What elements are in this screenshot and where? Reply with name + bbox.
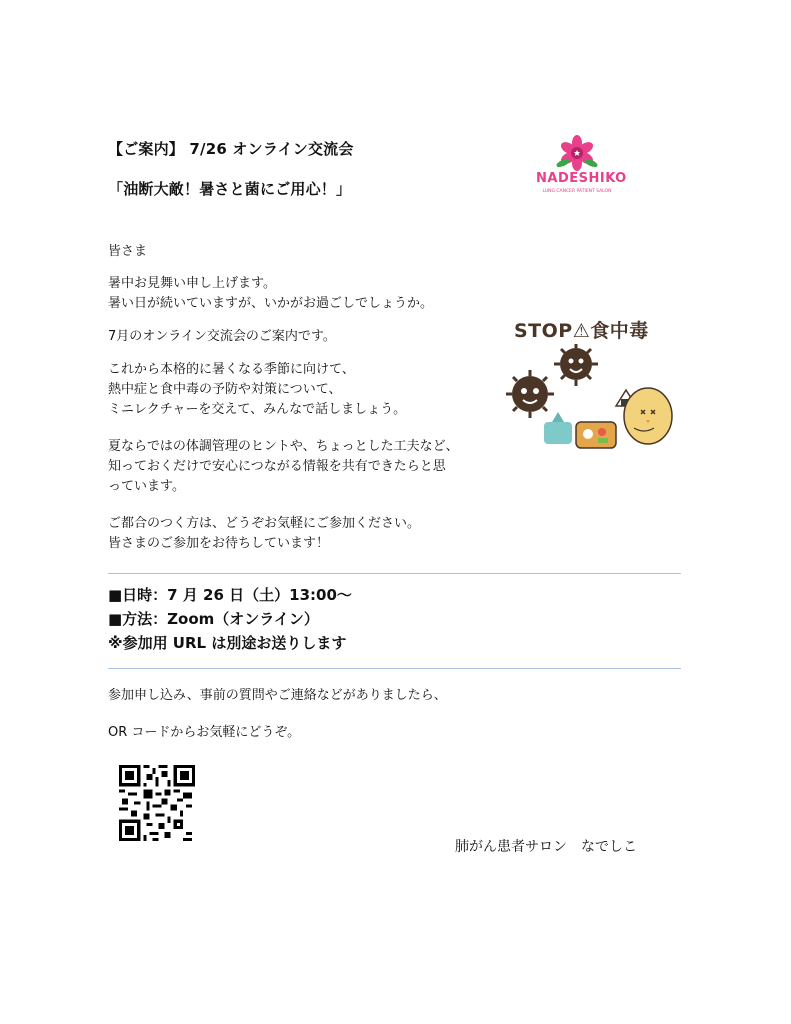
text-line: 知っておくだけで安心につながる情報を共有できたらと思: [108, 459, 446, 474]
text-line: 暑い日が続いていますが、いかがお過ごしでしょうか。: [108, 296, 434, 311]
text-line: 皆さまのご参加をお待ちしています！: [108, 536, 330, 551]
logo-tagline: LUNG CANCER PATIENT SALON: [542, 189, 612, 194]
paragraph-greeting-season: [108, 274, 433, 314]
paragraph-topic: [108, 360, 406, 420]
event-url-note: ※参加用 URL は別途お送りします: [108, 634, 347, 652]
page-subtitle: 「油断大敵！暑さと菌にご用心！」: [108, 180, 352, 198]
illustration-caption: STOP⚠食中毒: [514, 320, 649, 342]
event-datetime: ■日時：7 月 26 日（土）13:00～: [108, 586, 352, 604]
paragraph-announcement: [108, 327, 336, 347]
event-method: ■方法：Zoom（オンライン）: [108, 610, 319, 628]
divider: [108, 668, 681, 669]
text-line: これから本格的に暑くなる季節に向けて、: [108, 362, 355, 377]
text-line: 暑中お見舞い申し上げます。: [108, 276, 276, 291]
text-line: ご都合のつく方は、どうぞお気軽にご参加ください。: [108, 516, 421, 531]
text-line: 熱中症と食中毒の予防や対策について、: [108, 382, 342, 397]
page-title: 【ご案内】 7/26 オンライン交流会: [108, 140, 354, 158]
nadeshiko-logo: [536, 133, 627, 205]
signature: 肺がん患者サロン なでしこ: [455, 839, 637, 855]
qr-code-icon[interactable]: [119, 765, 195, 845]
text-line: 7月のオンライン交流会のご案内です。: [108, 329, 336, 344]
text-line: っています。: [108, 479, 185, 494]
contact-text: 参加申し込み、事前の質問やご連絡などがありましたら、: [108, 688, 447, 703]
text-line: 夏ならではの体調管理のヒントや、ちょっとした工夫など、: [108, 439, 459, 454]
food-poisoning-illustration: [498, 312, 688, 462]
text-line: ミニレクチャーを交えて、みんなで話しましょう。: [108, 402, 407, 417]
logo-text: NADESHIKO: [536, 171, 627, 186]
divider: [108, 573, 681, 574]
germs-and-chick-icon: [498, 344, 688, 462]
paragraph-tips: [108, 437, 459, 497]
contact-text-qr: OR コードからお気軽にどうぞ。: [108, 725, 301, 740]
paragraph-invitation: [108, 514, 420, 554]
greeting: 皆さま: [108, 244, 148, 259]
flower-icon: [536, 133, 627, 205]
